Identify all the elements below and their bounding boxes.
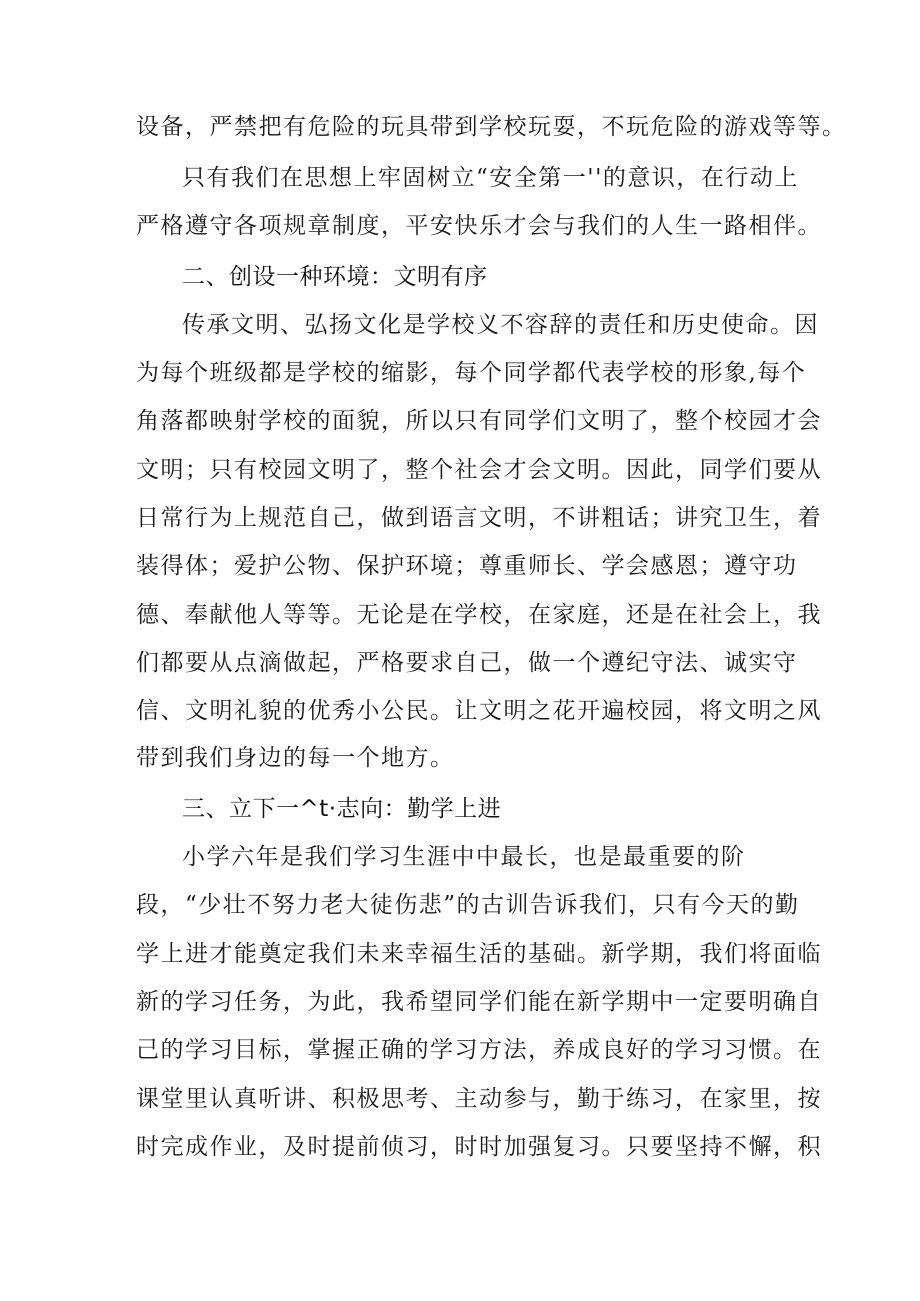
text-line: 日常行为上规范自己，做到语言文明，不讲粗话；讲究卫生，着: [136, 505, 822, 531]
text-line: 小学六年是我们学习生涯中中最长，也是最重要的阶: [182, 844, 746, 870]
text-line: 段，“少壮不努力老大徒伤悲”的古训告诉我们，只有今天的勤: [136, 892, 800, 918]
text-line: 传承文明、弘扬文化是学校义不容辞的责任和历史使命。因: [182, 312, 819, 338]
text-line: 文明；只有校园文明了，整个社会才会文明。因此，同学们要从: [136, 457, 822, 483]
text-line: 们都要从点滴做起，严格要求自己，做一个遵纪守法、诚实守: [136, 650, 798, 676]
text-line: 新的学习任务，为此，我希望同学们能在新学期中一定要明确自: [136, 989, 822, 1015]
text-line: 时完成作业，及时提前侦习，时时加强复习。只要坚持不懈，积: [136, 1134, 822, 1160]
text-line: 信、文明礼貌的优秀小公民。让文明之花开遍校园，将文明之风: [136, 698, 822, 724]
section-heading: 二、创设一种环境：文明有序: [182, 264, 488, 290]
text-line: 带到我们身边的每一个地方。: [136, 745, 455, 771]
text-line: 课堂里认真听讲、积极思考、主动参与，勤于练习，在家里，按: [136, 1086, 822, 1112]
text-line: 为每个班级都是学校的缩影，每个同学都代表学校的形象,每个: [136, 360, 807, 386]
text-line: 己的学习目标，掌握正确的学习方法，养成良好的学习习惯。在: [136, 1037, 822, 1063]
text-line: 只有我们在思想上牢固树立“安全第一''的意识，在行动上: [182, 165, 799, 191]
text-line: 德、奉献他人等等。无论是在学校，在家庭，还是在社会上，我: [136, 602, 822, 628]
text-line: 学上进才能奠定我们未来幸福生活的基础。新学期，我们将面临: [136, 941, 822, 967]
text-line: 装得体；爱护公物、保护环境；尊重师长、学会感恩；遵守功: [136, 553, 798, 579]
text-line: 角落都映射学校的面貌，所以只有同学们文明了，整个校园才会: [136, 408, 822, 434]
text-line: 严格遵守各项规章制度，平安快乐才会与我们的人生一路相伴。: [136, 213, 822, 239]
section-heading: 三、立下一^t·志向：勤学上进: [182, 796, 502, 822]
text-line: 设备，严禁把有危险的玩具带到学校玩耍，不玩危险的游戏等等。: [136, 114, 847, 140]
